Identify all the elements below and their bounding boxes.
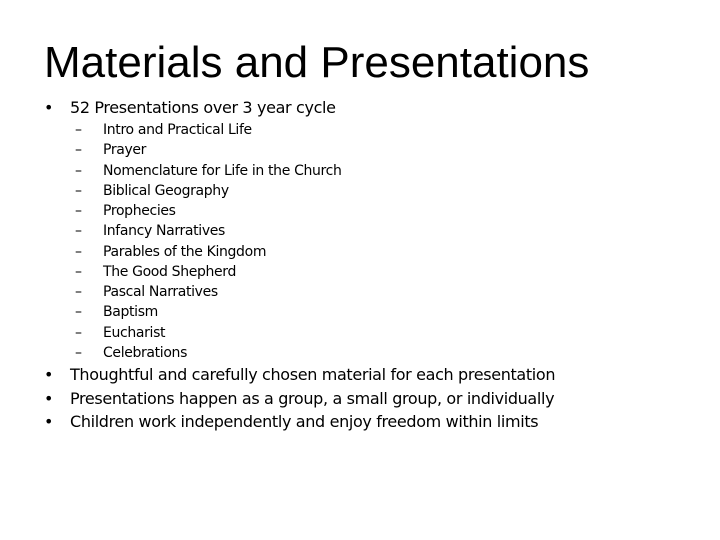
bullet-dot: •: [44, 412, 54, 431]
sub-item-text: Parables of the Kingdom: [103, 243, 267, 260]
dash-marker: –: [75, 263, 82, 280]
sub-list: [75, 120, 342, 363]
sub-item-text: Celebrations: [103, 344, 188, 361]
sub-list-item: [75, 282, 342, 302]
sub-item-text: Prayer: [103, 142, 147, 159]
sub-item-text: Baptism: [103, 304, 158, 321]
sub-item-text: Infancy Narratives: [103, 223, 225, 240]
bullet-text: Presentations happen as a group, a small group, or individually: [70, 389, 555, 408]
sub-item-text: Nomenclature for Life in the Church: [103, 162, 342, 179]
sub-list-item: [75, 262, 342, 282]
sub-list-item: [75, 302, 342, 322]
bullet-item: [44, 98, 336, 118]
sub-list-item: [75, 181, 342, 201]
sub-list-item: [75, 140, 342, 160]
sub-list-item: [75, 242, 342, 262]
sub-item-text: The Good Shepherd: [103, 263, 236, 280]
bullet-item: [44, 365, 555, 385]
slide-title: Materials and Presentations: [44, 38, 590, 87]
sub-list-item: [75, 120, 342, 140]
sub-item-text: Pascal Narratives: [103, 284, 218, 300]
dash-marker: –: [75, 203, 82, 219]
sub-item-text: Prophecies: [103, 203, 176, 219]
bullet-dot: •: [44, 365, 54, 384]
sub-list-item: [75, 323, 342, 343]
dash-marker: –: [75, 324, 82, 341]
bullet-item: [44, 412, 538, 432]
sub-list-item: [75, 161, 342, 181]
dash-marker: –: [75, 122, 82, 138]
bullet-text: Thoughtful and carefully chosen material for each presentation: [70, 365, 556, 384]
sub-item-text: Biblical Geography: [103, 182, 229, 199]
bullet-text: 52 Presentations over 3 year cycle: [70, 98, 336, 117]
dash-marker: –: [75, 344, 82, 361]
dash-marker: –: [75, 182, 82, 199]
bullet-dot: •: [44, 98, 54, 117]
sub-list-item: [75, 201, 342, 221]
dash-marker: –: [75, 284, 82, 300]
bullet-text: Children work independently and enjoy freedom within limits: [70, 412, 539, 431]
bullet-dot: •: [44, 389, 54, 408]
dash-marker: –: [75, 162, 82, 179]
dash-marker: –: [75, 223, 82, 240]
sub-list-item: [75, 343, 342, 363]
sub-item-text: Eucharist: [103, 324, 166, 341]
dash-marker: –: [75, 243, 82, 260]
sub-item-text: Intro and Practical Life: [103, 122, 252, 138]
dash-marker: –: [75, 304, 82, 321]
bullet-item: [44, 389, 554, 409]
sub-list-item: [75, 221, 342, 241]
dash-marker: –: [75, 142, 82, 159]
